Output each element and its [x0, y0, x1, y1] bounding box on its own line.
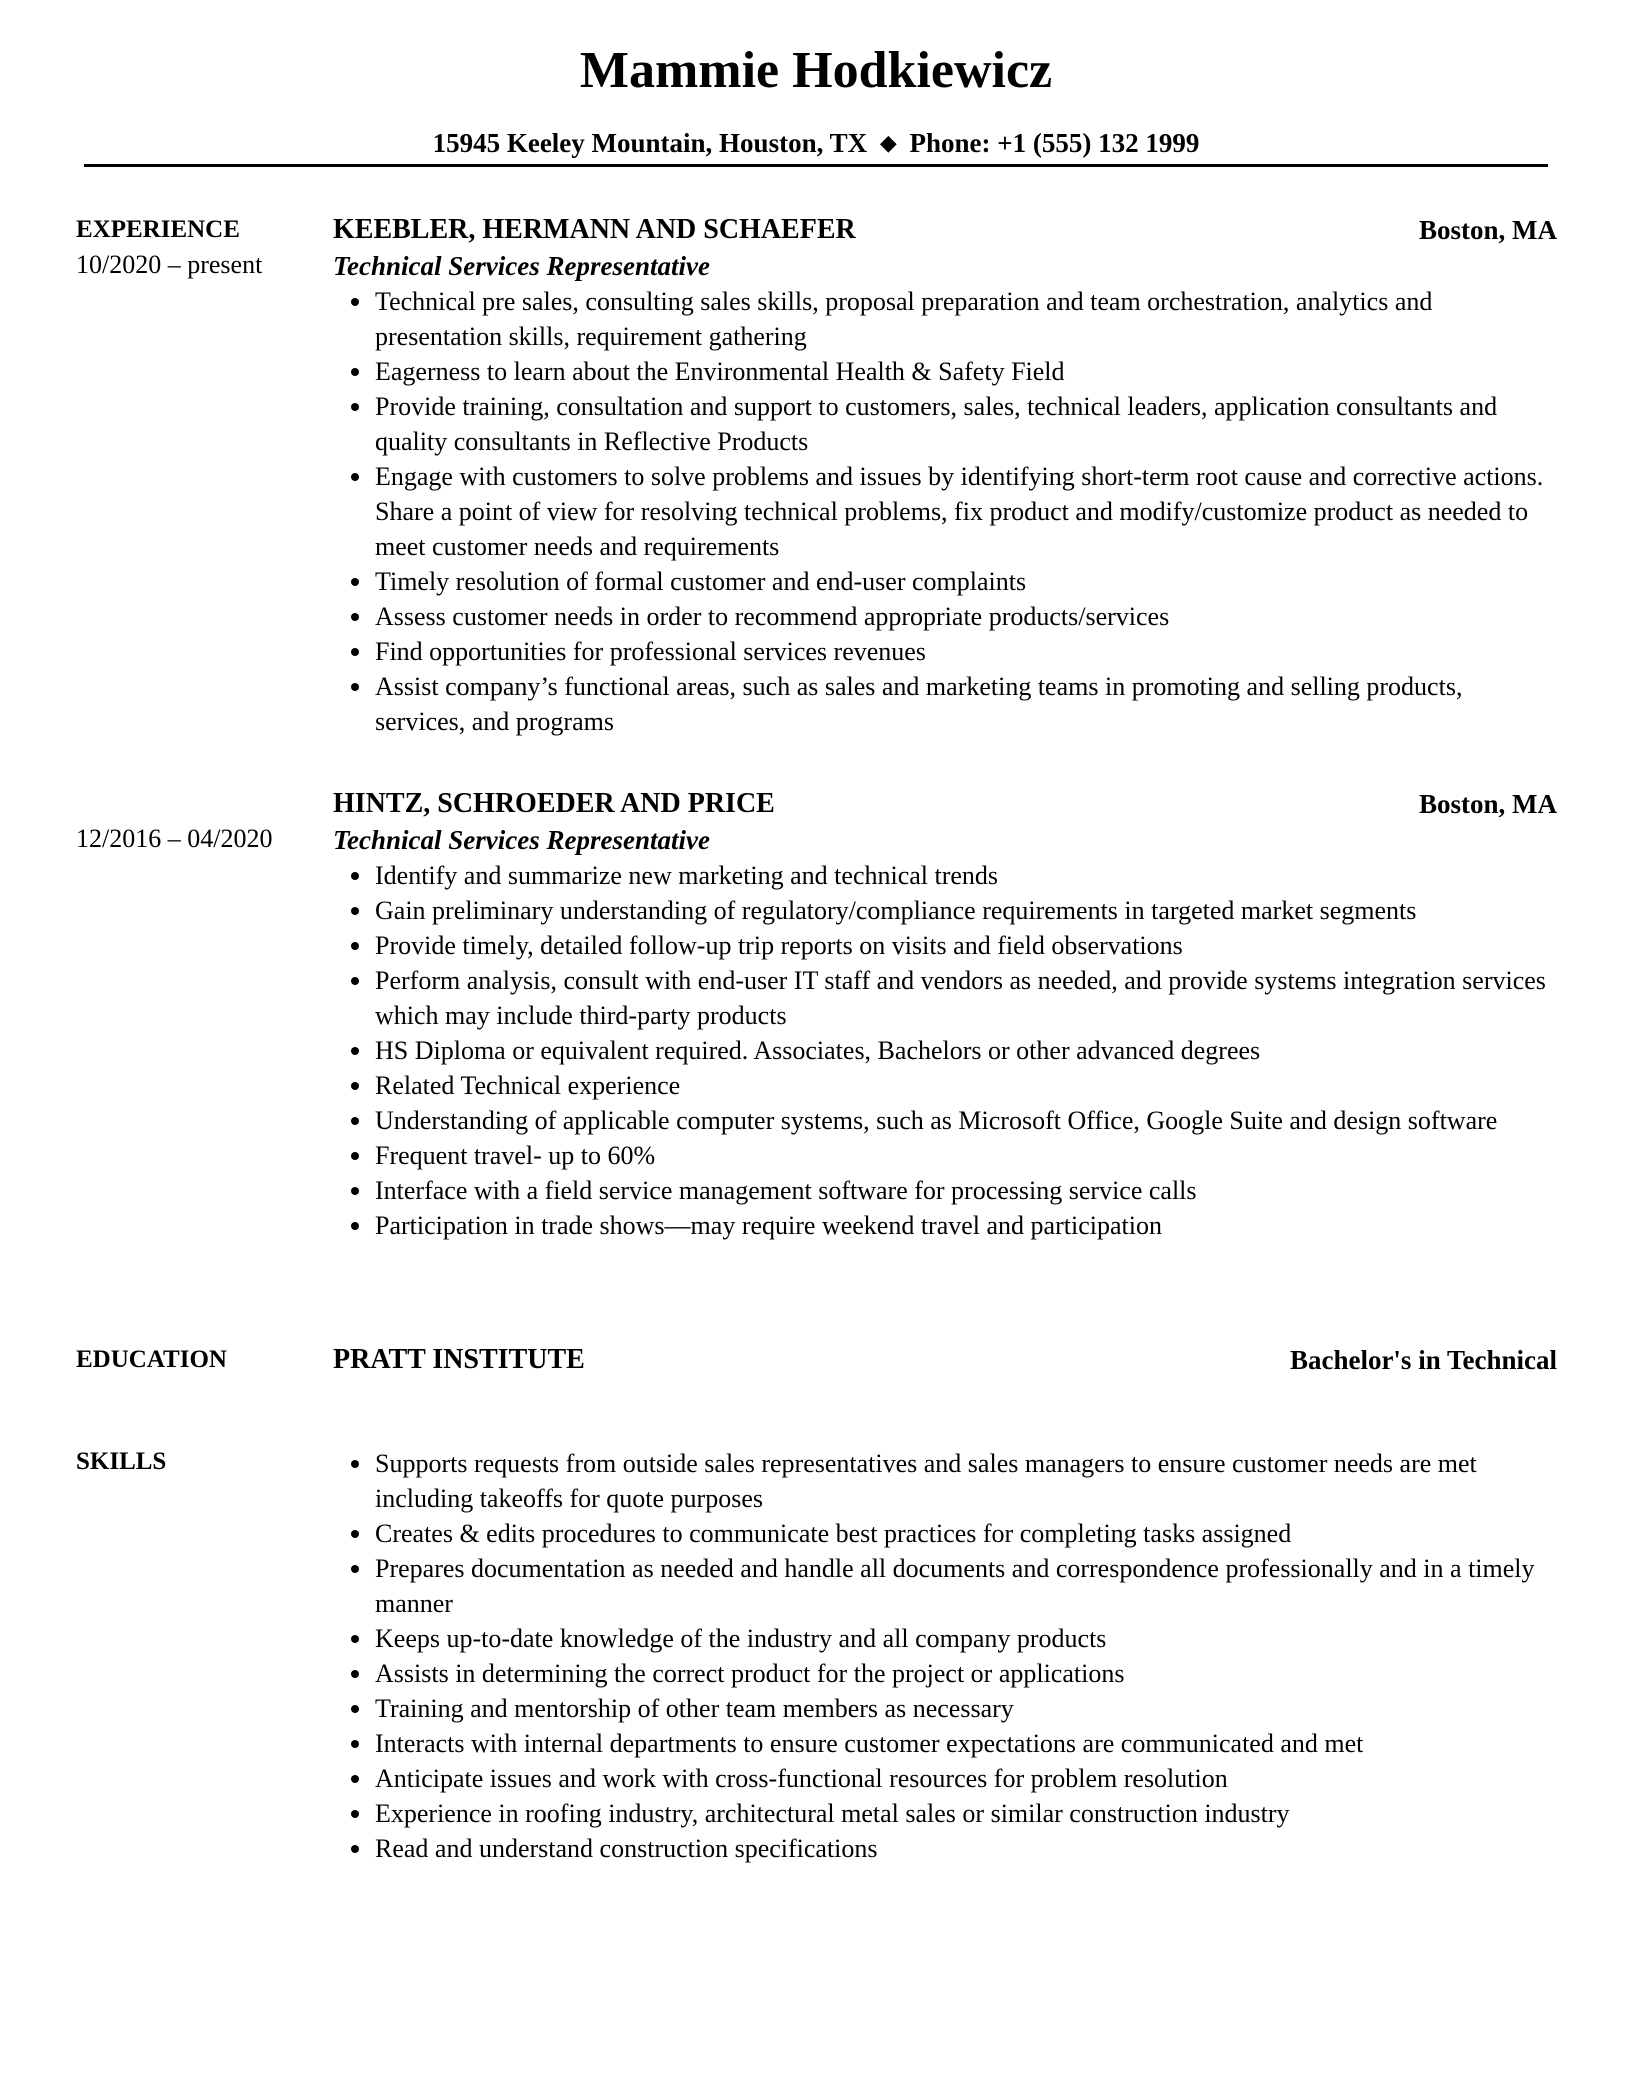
job-2-title: Technical Services Representative [333, 825, 710, 855]
list-item: Perform analysis, consult with end-user IT staff and vendors as needed, and provide systems integration services which may include third-party products [375, 963, 1557, 1033]
education-school: PRATT INSTITUTE [333, 1344, 585, 1375]
list-item: Provide timely, detailed follow-up trip reports on visits and field observations [375, 928, 1557, 963]
phone: Phone: +1 (555) 132 1999 [909, 128, 1200, 158]
list-item: Gain preliminary understanding of regulatory/compliance requirements in targeted market segments [375, 893, 1557, 928]
list-item: Prepares documentation as needed and handle all documents and correspondence professionally and in a timely manner [375, 1551, 1557, 1621]
job-2-company: HINTZ, SCHROEDER AND PRICE [333, 788, 775, 819]
list-item: Assess customer needs in order to recommend appropriate products/services [375, 599, 1557, 634]
list-item: Keeps up-to-date knowledge of the industry and all company products [375, 1621, 1557, 1656]
skills-list [375, 1446, 1557, 1866]
list-item: Understanding of applicable computer systems, such as Microsoft Office, Google Suite and design software [375, 1103, 1557, 1138]
list-item: Interface with a field service management software for processing service calls [375, 1173, 1557, 1208]
list-item: Supports requests from outside sales representatives and sales managers to ensure customer needs are met including takeoffs for quote purposes [375, 1446, 1557, 1516]
job-1-bullets [375, 284, 1557, 739]
list-item: Engage with customers to solve problems and issues by identifying short-term root cause and corrective actions. Share a point of view for resolving technical problems, fix product and modify/customize product as needed to meet customer needs and requirements [375, 459, 1557, 564]
list-item: Training and mentorship of other team members as necessary [375, 1691, 1557, 1726]
list-item: Participation in trade shows—may require weekend travel and participation [375, 1208, 1557, 1243]
list-item: Provide training, consultation and support to customers, sales, technical leaders, application consultants and quality consultants in Reflective Products [375, 389, 1557, 459]
list-item: Anticipate issues and work with cross-functional resources for problem resolution [375, 1761, 1557, 1796]
diamond-separator-icon: ◆ [879, 130, 897, 155]
list-item: Frequent travel- up to 60% [375, 1138, 1557, 1173]
job-2-dates: 12/2016 – 04/2020 [76, 824, 273, 853]
list-item: Assists in determining the correct product for the project or applications [375, 1656, 1557, 1691]
job-1-location: Boston, MA [1418, 215, 1557, 245]
list-item: Timely resolution of formal customer and end-user complaints [375, 564, 1557, 599]
education-degree: Bachelor's in Technical [1289, 1345, 1557, 1375]
list-item: Experience in roofing industry, architectural metal sales or similar construction industry [375, 1796, 1557, 1831]
education-section-label: EDUCATION [76, 1346, 227, 1373]
job-2-location: Boston, MA [1418, 789, 1557, 819]
list-item: Read and understand construction specifications [375, 1831, 1557, 1866]
job-2-bullets [375, 858, 1557, 1243]
job-1-dates: 10/2020 – present [76, 250, 263, 279]
skills-section-label: SKILLS [76, 1448, 167, 1475]
list-item: Related Technical experience [375, 1068, 1557, 1103]
candidate-name: Mammie Hodkiewicz [579, 42, 1053, 99]
list-item: Technical pre sales, consulting sales skills, proposal preparation and team orchestration, analytics and presentation skills, requirement gathering [375, 284, 1557, 354]
contact-line [0, 126, 1632, 162]
list-item: Assist company’s functional areas, such as sales and marketing teams in promoting and selling products, services, and programs [375, 669, 1557, 739]
header-divider [84, 164, 1548, 167]
list-item: Creates & edits procedures to communicate best practices for completing tasks assigned [375, 1516, 1557, 1551]
job-1-company: KEEBLER, HERMANN AND SCHAEFER [333, 214, 856, 245]
list-item: HS Diploma or equivalent required. Associates, Bachelors or other advanced degrees [375, 1033, 1557, 1068]
list-item: Find opportunities for professional services revenues [375, 634, 1557, 669]
address: 15945 Keeley Mountain, Houston, TX [432, 128, 868, 158]
list-item: Interacts with internal departments to ensure customer expectations are communicated and met [375, 1726, 1557, 1761]
list-item: Identify and summarize new marketing and technical trends [375, 858, 1557, 893]
list-item: Eagerness to learn about the Environmental Health & Safety Field [375, 354, 1557, 389]
job-1-title: Technical Services Representative [333, 251, 710, 281]
experience-section-label: EXPERIENCE [76, 216, 240, 243]
